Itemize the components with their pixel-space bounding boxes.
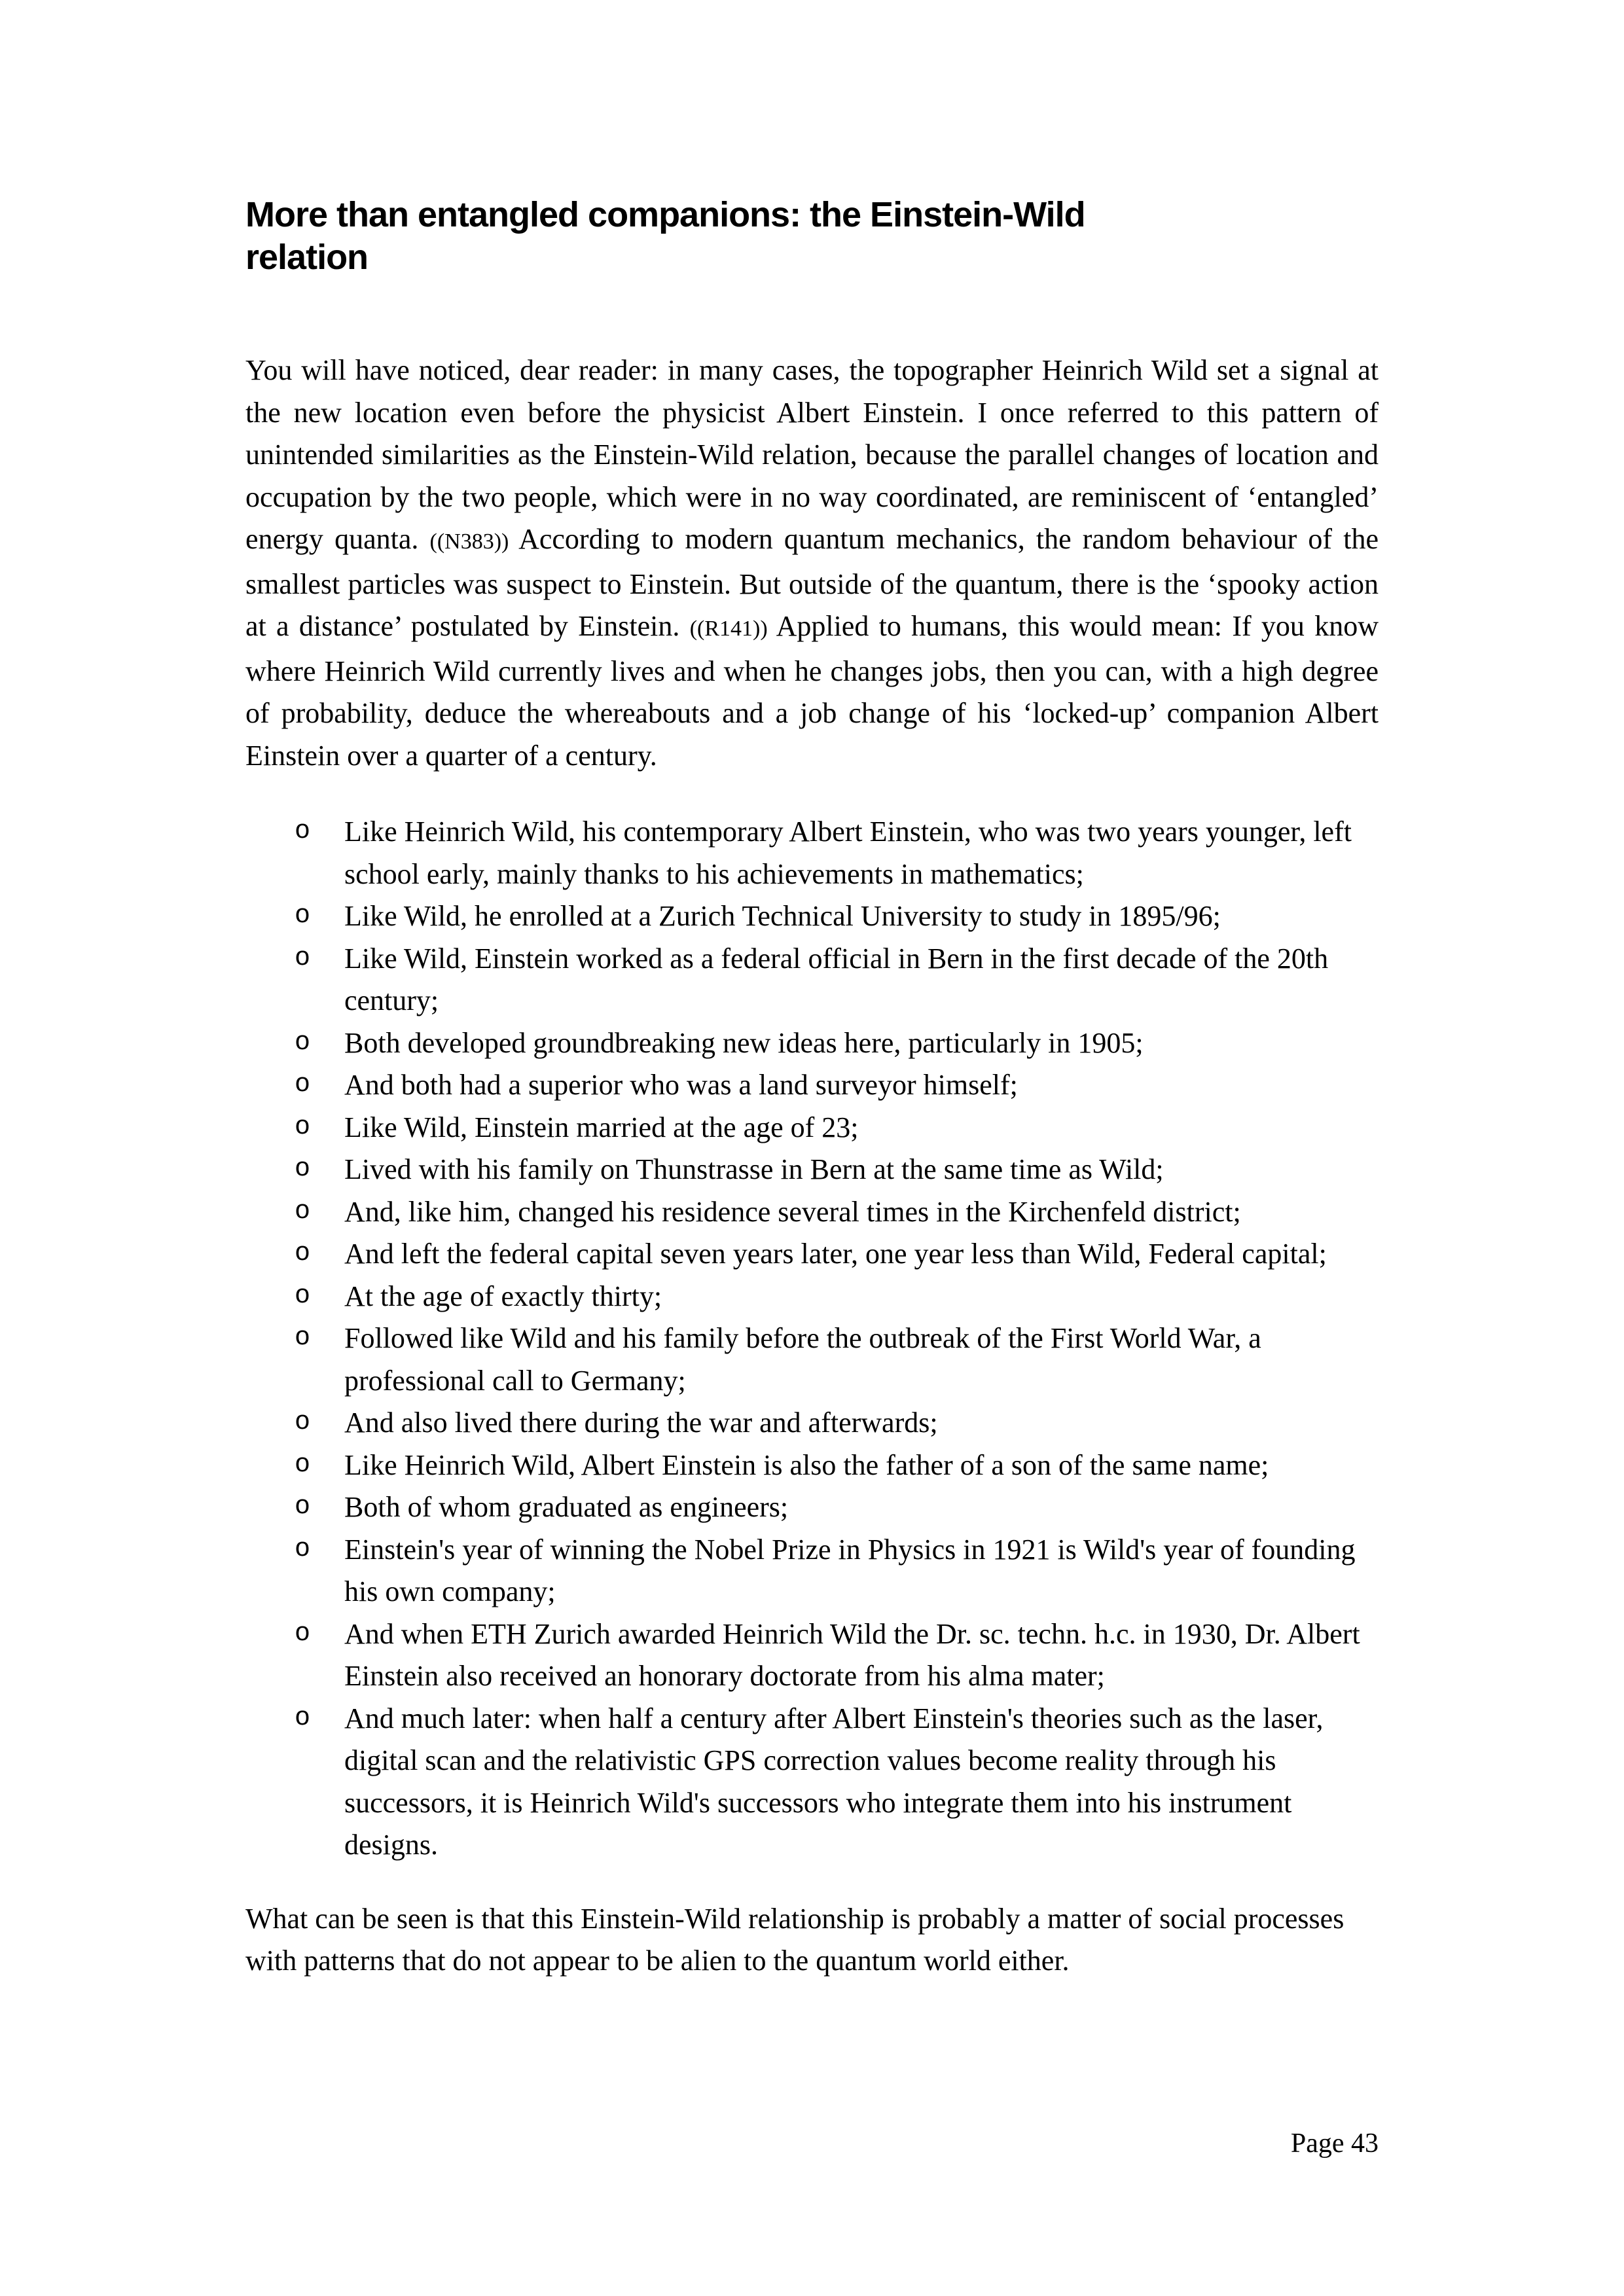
bullet-marker: o [295, 1239, 311, 1268]
list-item-text: And much later: when half a century after Albert Einstein's theories such as the laser, digital scan and the relativistic GPS correction values become reality through his successors, it is Heinrich Wild's successors who integrate them into his instrument designs. [344, 1702, 1324, 1861]
bullet-marker: o [295, 1408, 311, 1437]
list-item-text: Einstein's year of winning the Nobel Prize in Physics in 1921 is Wild's year of founding his own company; [344, 1533, 1356, 1607]
list-item-text: And both had a superior who was a land surveyor himself; [344, 1069, 1018, 1101]
bullet-marker: o [295, 943, 311, 973]
page-title-line-1: More than entangled companions: the Einstein-Wild [245, 195, 1085, 234]
list-item-text: Like Heinrich Wild, his contemporary Albert Einstein, who was two years younger, left school early, mainly thanks to his achievements in mathematics; [344, 816, 1352, 890]
similarities-list [245, 811, 1379, 1867]
list-item [245, 1191, 1379, 1234]
bullet-marker: o [295, 1619, 311, 1649]
list-item-text: Lived with his family on Thunstrasse in Bern at the same time as Wild; [344, 1153, 1164, 1185]
intro-text-segment: You will have noticed, dear reader: in many cases, the topographer Heinrich Wild set a signal at the new location even before the physicist Albert Einstein. I once referred to this pattern of unintended similarities as the Einstein-Wild relation, because the parallel changes of location and occupation by the two people, which were in no way coordinated, are reminiscent of ‘entangled’ energy quanta. [245, 354, 1379, 555]
list-item [245, 1107, 1379, 1149]
list-item [245, 1064, 1379, 1107]
list-item [245, 1613, 1379, 1698]
list-item [245, 1529, 1379, 1613]
bullet-marker: o [295, 1196, 311, 1227]
list-item [245, 1318, 1379, 1402]
list-item-text: And, like him, changed his residence several times in the Kirchenfeld district; [344, 1195, 1241, 1228]
bullet-marker: o [295, 1028, 311, 1058]
list-item-text: And when ETH Zurich awarded Heinrich Wild the Dr. sc. techn. h.c. in 1930, Dr. Albert Einstein also received an honorary doctorate from his alma mater; [344, 1617, 1360, 1692]
intro-text-segment: According to modern quantum mechanics, the random behaviour of the smallest particles was suspect to Einstein. But outside of the quantum, there is the ‘spooky action at a distance’ postulated by Einstein. [245, 523, 1379, 642]
list-item [245, 1276, 1379, 1318]
page-title-line-2: relation [245, 238, 369, 277]
list-item-text: Like Heinrich Wild, Albert Einstein is also the father of a son of the same name; [344, 1448, 1269, 1481]
list-item [245, 1698, 1379, 1867]
bullet-marker: o [295, 1323, 311, 1353]
intro-text-segment: Applied to humans, this would mean: If you know where Heinrich Wild currently lives and when he changes jobs, then you can, with a high degree of probability, deduce the whereabouts and a job change of his ‘locked-up’ companion Albert Einstein over a quarter of a century. [245, 610, 1379, 772]
list-item-text: Like Wild, he enrolled at a Zurich Technical University to study in 1895/96; [344, 900, 1221, 932]
page-title [245, 194, 1379, 279]
list-item-text: Both of whom graduated as engineers; [344, 1491, 789, 1523]
list-item-text: Both developed groundbreaking new ideas here, particularly in 1905; [344, 1026, 1144, 1059]
list-item-text: Like Wild, Einstein worked as a federal official in Bern in the first decade of the 20th century; [344, 942, 1329, 1016]
reference-marker: ((N383)) [429, 529, 509, 554]
reference-marker: ((R141)) [689, 617, 768, 641]
list-item-text: At the age of exactly thirty; [344, 1280, 662, 1312]
bullet-marker: o [295, 1281, 311, 1311]
bullet-marker: o [295, 1070, 311, 1100]
bullet-marker: o [295, 1703, 311, 1733]
page-number: Page 43 [1290, 2128, 1379, 2159]
list-item-text: Like Wild, Einstein married at the age of 23; [344, 1111, 859, 1143]
closing-paragraph: What can be seen is that this Einstein-Wild relationship is probably a matter of social processes with patterns that do not appear to be alien to the quantum world either. [245, 1902, 1344, 1977]
list-item-text: Followed like Wild and his family before the outbreak of the First World War, a professional call to Germany; [344, 1322, 1261, 1397]
list-item-text: And also lived there during the war and afterwards; [344, 1407, 938, 1439]
list-item [245, 1486, 1379, 1529]
intro-paragraph [245, 350, 1379, 777]
list-item [245, 895, 1379, 938]
list-item [245, 938, 1379, 1022]
list-item [245, 1022, 1379, 1065]
list-item [245, 1444, 1379, 1487]
bullet-marker: o [295, 901, 311, 931]
bullet-marker: o [295, 1450, 311, 1480]
list-item [245, 1402, 1379, 1444]
list-item [245, 1149, 1379, 1191]
list-item [245, 811, 1379, 895]
list-item [245, 1233, 1379, 1276]
bullet-marker: o [295, 1534, 311, 1564]
bullet-marker: o [295, 1155, 311, 1184]
bullet-marker: o [295, 1492, 311, 1522]
bullet-marker: o [295, 817, 311, 846]
list-item-text: And left the federal capital seven years later, one year less than Wild, Federal capital; [344, 1238, 1327, 1270]
bullet-marker: o [295, 1112, 311, 1142]
page-content [0, 194, 1624, 1982]
